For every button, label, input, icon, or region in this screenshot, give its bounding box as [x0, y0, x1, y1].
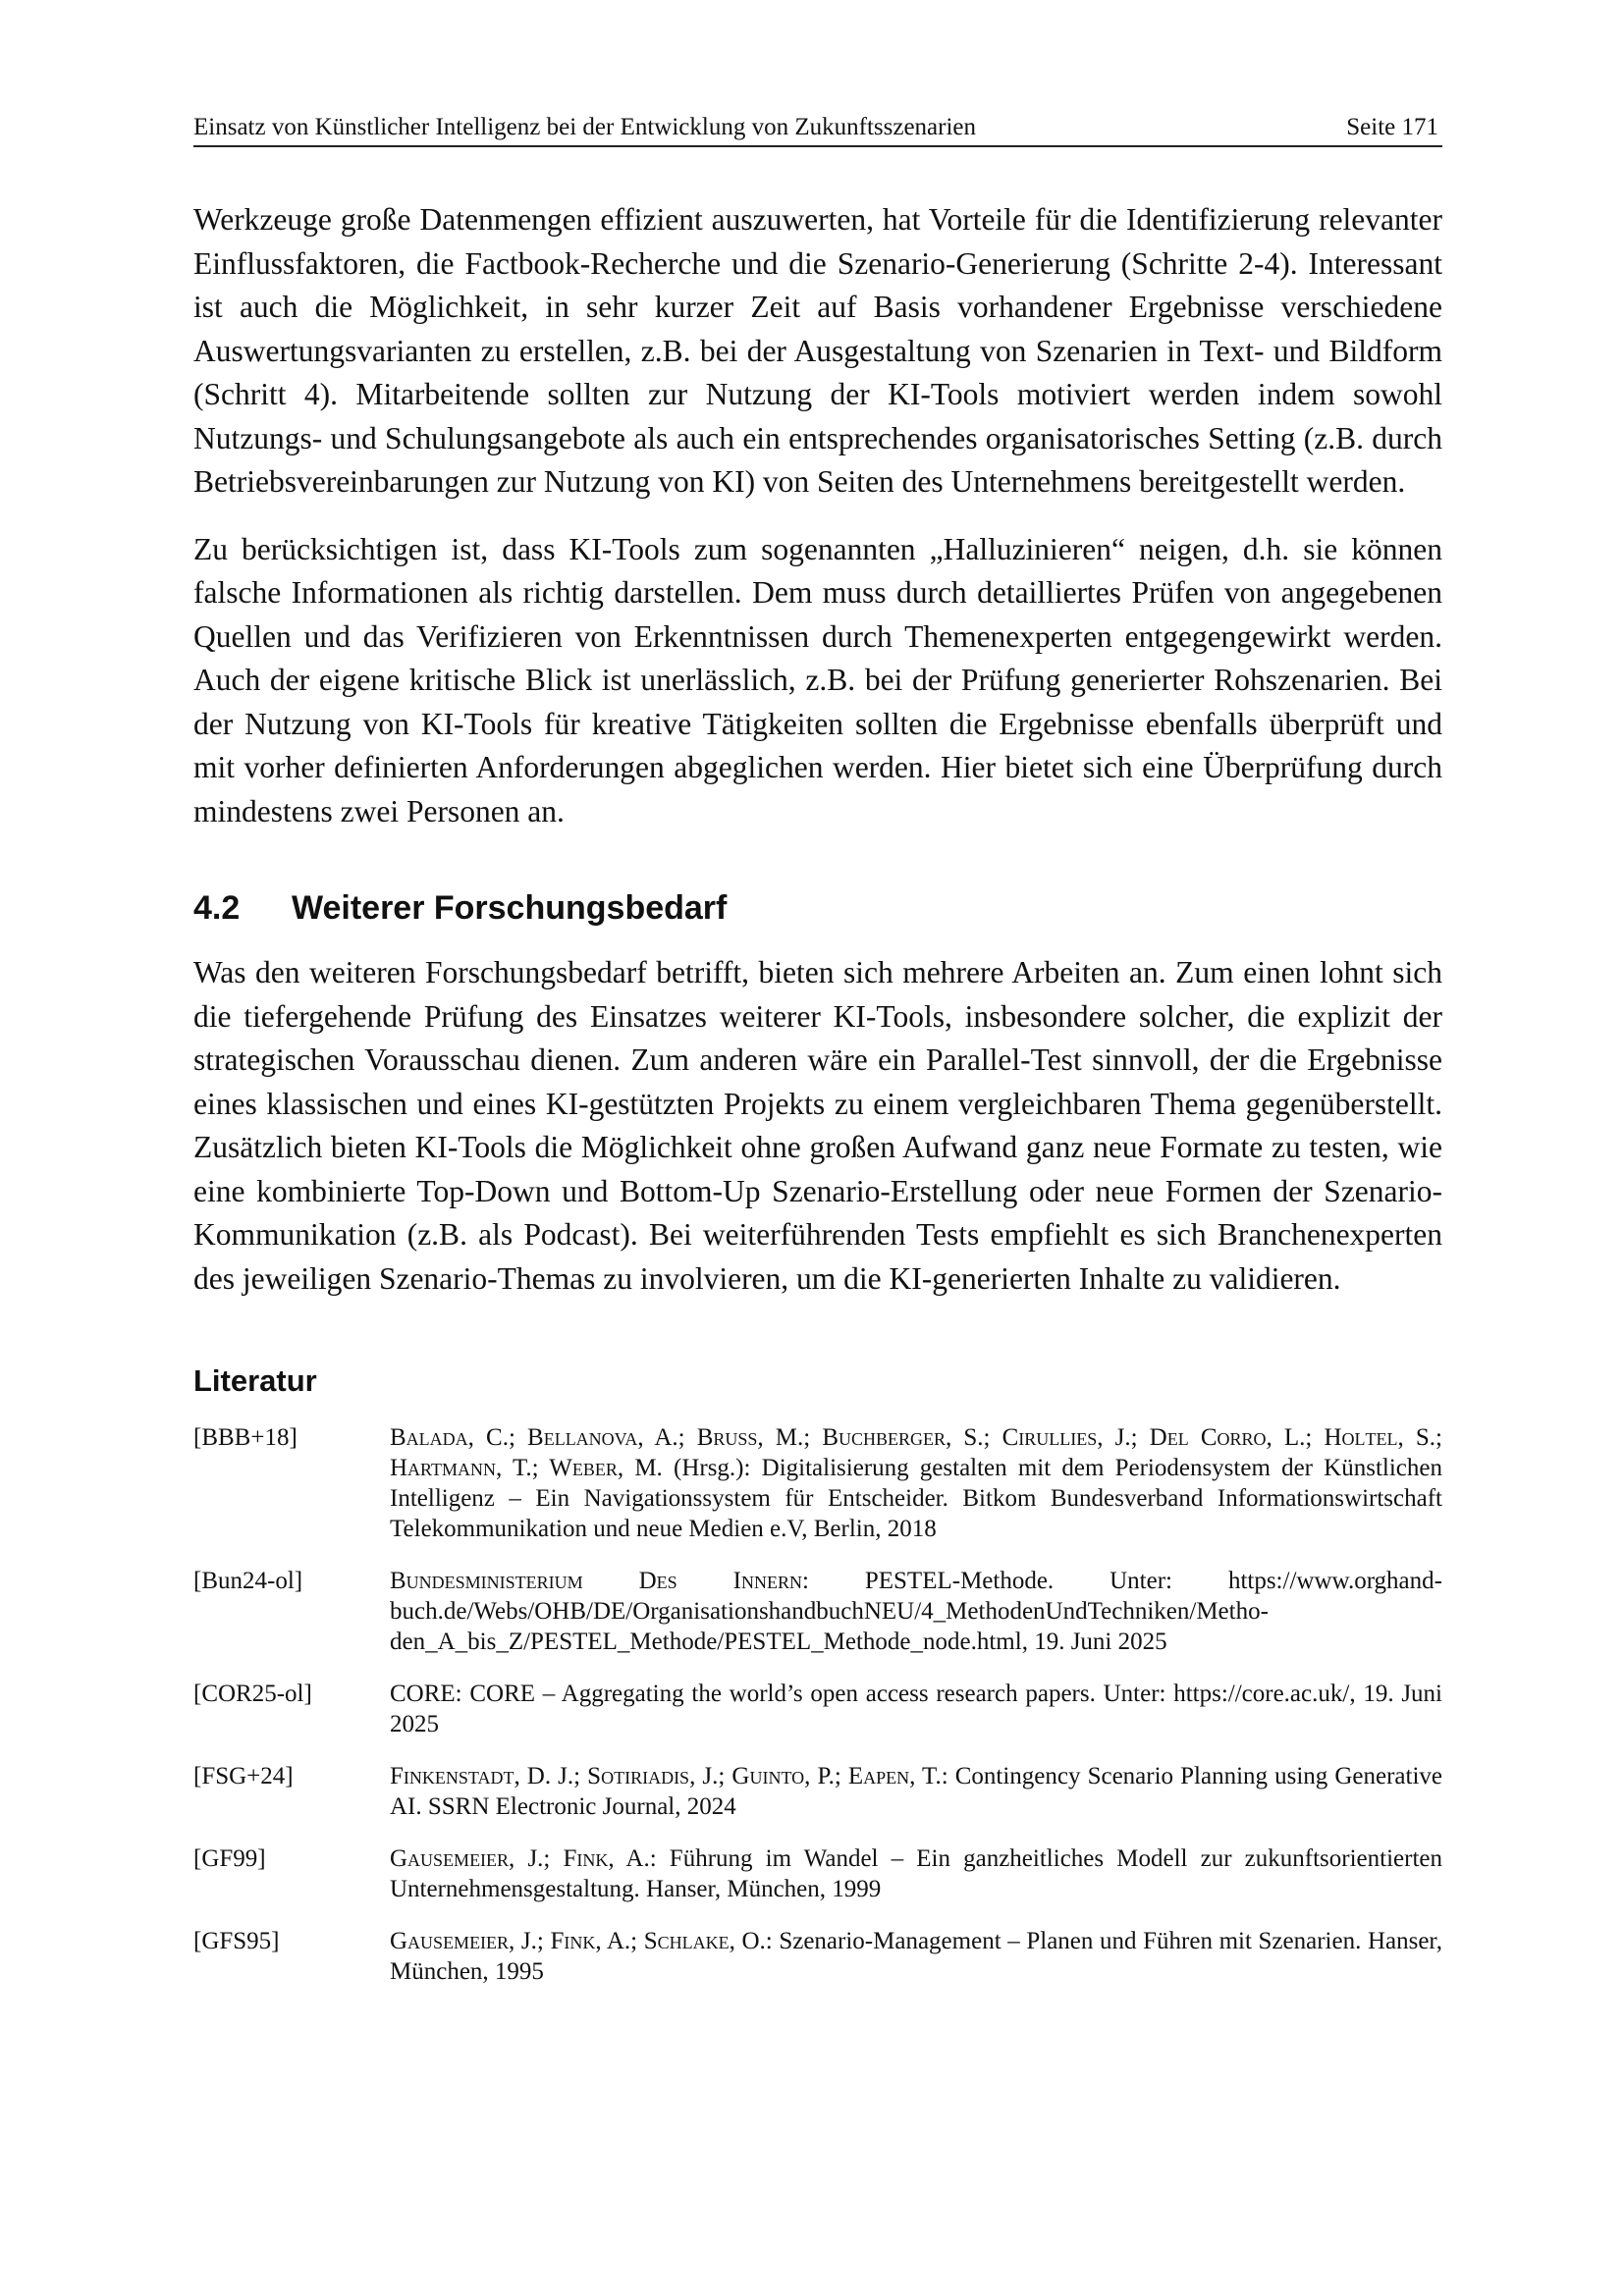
running-header [193, 108, 1442, 147]
reference-key: [GFS95] [193, 1928, 280, 1954]
reference-text [390, 1926, 1442, 1987]
reference-key: [COR25-ol] [193, 1681, 312, 1707]
main-content [193, 198, 1442, 2008]
reference-authors: Gausemeier, J.; Fink, A.; Schlake, O. [390, 1928, 766, 1954]
header-title: Einsatz von Künstlicher Intelligenz bei der Entwicklung von Zukunftsszenarien [193, 114, 976, 140]
reference-text [390, 1566, 1442, 1657]
reference-text [390, 1679, 1442, 1739]
reference-details: : Contingency Scenario Planning using Generative AI. SSRN Electronic Journal, 2024 [390, 1763, 1443, 1820]
reference-entry [193, 1843, 1442, 1904]
reference-entry [193, 1926, 1442, 1987]
reference-details: (Hrsg.): Digitalisierung gestalten mit dem Periodensystem der Künstlichen Intelligenz – Ein Navigationssystem für Entscheider. Bitkom Bundesverband Informationswirtschaft Telekommunikation und neue Medien e.V, Berlin, 2018 [390, 1455, 1442, 1542]
reference-text [390, 1422, 1442, 1544]
reference-authors: Gausemeier, J.; Fink, A. [390, 1845, 650, 1872]
section-number: 4.2 [193, 889, 241, 927]
reference-key: [GF99] [193, 1845, 266, 1872]
reference-details: : Szenario-Management – Planen und Führen mit Szenarien. Hanser, München, 1995 [390, 1928, 1442, 1985]
reference-entry [193, 1566, 1442, 1657]
reference-key: [FSG+24] [193, 1763, 294, 1789]
reference-entry [193, 1422, 1442, 1544]
reference-key: [Bun24-ol] [193, 1568, 303, 1594]
reference-authors: Bundesministerium Des Innern [390, 1568, 802, 1594]
body-paragraph-1: Werkzeuge große Datenmengen effizient auszuwerten, hat Vorteile für die Identifizierung relevanter Einflussfaktoren, die Factbook-Recherche und die Szenario-Generierung (Schritte 2-4). Interessant ist auch die Möglichkeit, in sehr kurzer Zeit auf Basis vorhandener Ergebnisse verschiedene Auswertungsvarianten zu erstellen, z.B. bei der Ausgestaltung von Szenarien in Text- und Bildform (Schritt 4). Mitarbeitende sollten zur Nutzung der KI-Tools motiviert werden indem sowohl Nutzungs- und Schulungsangebote als auch ein entsprechendes organisatorisches Setting (z.B. durch Betriebsvereinbarungen zur Nutzung von KI) von Seiten des Unternehmens bereitgestellt werden. [193, 202, 1442, 499]
reference-entry [193, 1679, 1442, 1739]
reference-authors: Finkenstadt, D. J.; Sotiriadis, J.; Guinto, P.; Eapen, T. [390, 1763, 942, 1789]
reference-details: : PESTEL-Methode. Unter: https://www.orghandbuch.de/Webs/OHB/DE/OrganisationshandbuchNEU/4_MethodenUndTechniken/Methoden_A_bis_Z/PESTEL_Methode/PESTEL_Methode_node.html, 19. Juni 2025 [390, 1568, 1442, 1655]
reference-details: : Führung im Wandel – Ein ganzheitliches Modell zur zukunftsorientierten Unternehmensgestaltung. Hanser, München, 1999 [390, 1845, 1442, 1902]
body-paragraph-2: Zu berücksichtigen ist, dass KI-Tools zum sogenannten „Halluzinieren“ neigen, d.h. sie können falsche Informationen als richtig darstellen. Dem muss durch detailliertes Prüfen von angegebenen Quellen und das Verifizieren von Erkenntnissen durch Themenexperten entgegengewirkt werden. Auch der eigene kritische Blick ist unerlässlich, z.B. bei der Prüfung generierter Rohszenarien. Bei der Nutzung von KI-Tools für kreative Tätigkeiten sollten die Ergebnisse ebenfalls überprüft und mit vorher definierten Anforderungen abgeglichen werden. Hier bietet sich eine Überprüfung durch mindestens zwei Personen an. [193, 531, 1442, 828]
reference-details: CORE: CORE – Aggregating the world’s open access research papers. Unter: https://core.ac.uk/, 19. Juni 2025 [390, 1681, 1442, 1737]
section-heading [193, 886, 1442, 930]
reference-key: [BBB+18] [193, 1424, 298, 1451]
reference-text [390, 1843, 1442, 1904]
literature-heading: Literatur [193, 1363, 317, 1398]
reference-authors: Balada, C.; Bellanova, A.; Bruss, M.; Buchberger, S.; Cirullies, J.; Del Corro, L.; Holtel, S.; Hartmann, T.; Weber, M. [390, 1424, 1442, 1481]
section-paragraph: Was den weiteren Forschungsbedarf betrifft, bieten sich mehrere Arbeiten an. Zum einen lohnt sich die tiefergehende Prüfung des Einsatzes weiterer KI-Tools, insbesondere solcher, die explizit der strategischen Vorausschau dienen. Zum anderen wäre ein Parallel-Test sinnvoll, der die Ergebnisse eines klassischen und eines KI-gestützten Projekts zu einem vergleichbaren Thema gegenüberstellt. Zusätzlich bieten KI-Tools die Möglichkeit ohne großen Aufwand ganz neue Formate zu testen, wie eine kombinierte Top-Down und Bottom-Up Szenario-Erstellung oder neue Formen der Szenario-Kommunikation (z.B. als Podcast). Bei weiterführenden Tests empfiehlt es sich Branchenexperten des jeweiligen Szenario-Themas zu involvieren, um die KI-generierten Inhalte zu validieren. [193, 955, 1442, 1296]
reference-list [193, 1422, 1442, 1987]
page-number: Seite 171 [1346, 114, 1438, 140]
reference-entry [193, 1761, 1442, 1822]
section-title: Weiterer Forschungsbedarf [292, 889, 728, 927]
reference-text [390, 1761, 1442, 1822]
